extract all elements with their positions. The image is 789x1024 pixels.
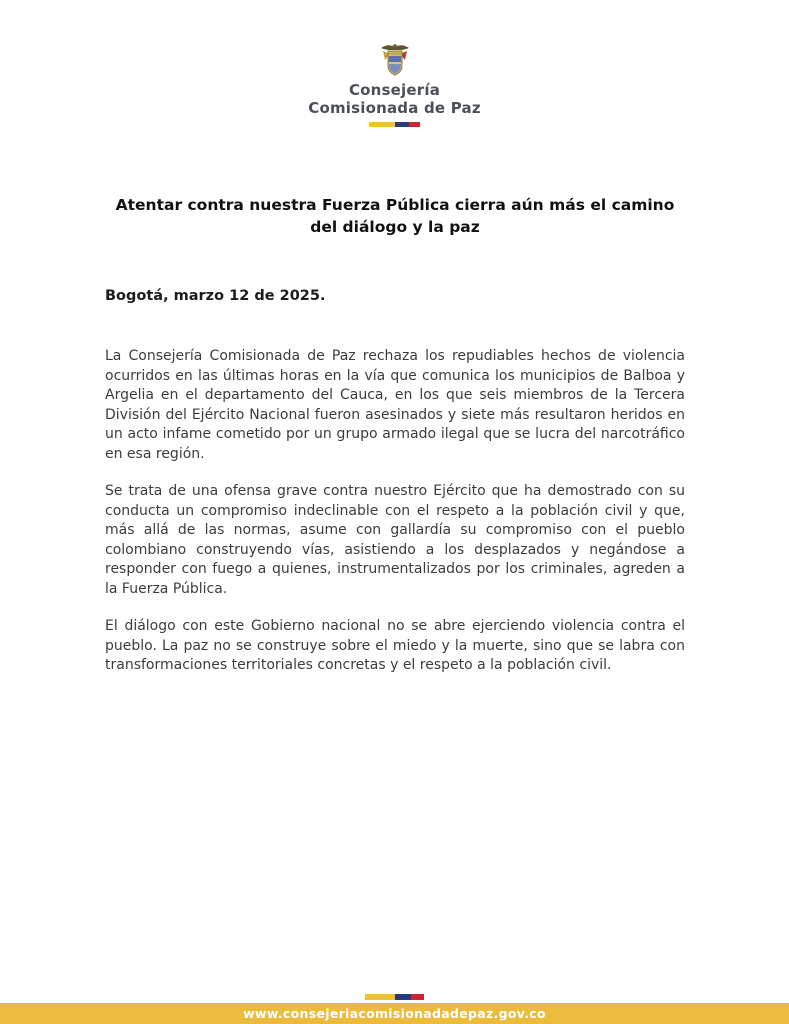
header-logo-block [0,42,789,127]
flag-red-segment [409,122,421,127]
footer-website-url[interactable]: www.consejeriacomisionadadepaz.gov.co [243,1006,546,1021]
flag-blue-segment [395,994,411,1000]
press-release-title: Atentar contra nuestra Fuerza Pública cierra aún más el camino del diálogo y la paz [115,196,675,236]
body-paragraph: Se trata de una ofensa grave contra nuestro Ejército que ha demostrado con su conducta un compromiso indeclinable con el respeto a la población civil y que, más allá de las normas, asume con gallardía su compromiso con el pueblo colombiano construyendo vías, asistiendo a los desplazados y negándose a responder con fuego a quienes, instrumentalizados por los criminales, agreden a la Fuerza Pública. [105,483,685,597]
flag-yellow-segment [365,994,395,1000]
dateline: Bogotá, marzo 12 de 2025. [105,288,326,304]
footer-bar [0,1003,789,1024]
body-paragraph: El diálogo con este Gobierno nacional no se abre ejerciendo violencia contra el pueblo. La paz no se construye sobre el miedo y la muerte, sino que se labra con transformaciones territoriales concretas y el respeto a la población civil. [105,618,685,673]
org-name-line2: Comisionada de Paz [308,99,481,117]
org-name-line1: Consejería [348,81,441,99]
body-text-block [105,347,685,694]
flag-red-segment [411,994,425,1000]
flag-yellow-segment [369,122,395,127]
colombia-coat-of-arms-icon [378,42,412,78]
flag-blue-segment [395,122,409,127]
colombia-flag-strip-icon [369,122,421,127]
body-paragraph: La Consejería Comisionada de Paz rechaza los repudiables hechos de violencia ocurridos en las últimas horas en la vía que comunica los municipios de Balboa y Argelia en el departamento del Cauca, en los que seis miembros de la Tercera División del Ejército Nacional fueron asesinados y siete más resultaron heridos en un acto infame cometido por un grupo armado ilegal que se lucra del narcotráfico en esa región. [105,348,685,462]
footer-flag-strip-icon [365,994,425,1000]
